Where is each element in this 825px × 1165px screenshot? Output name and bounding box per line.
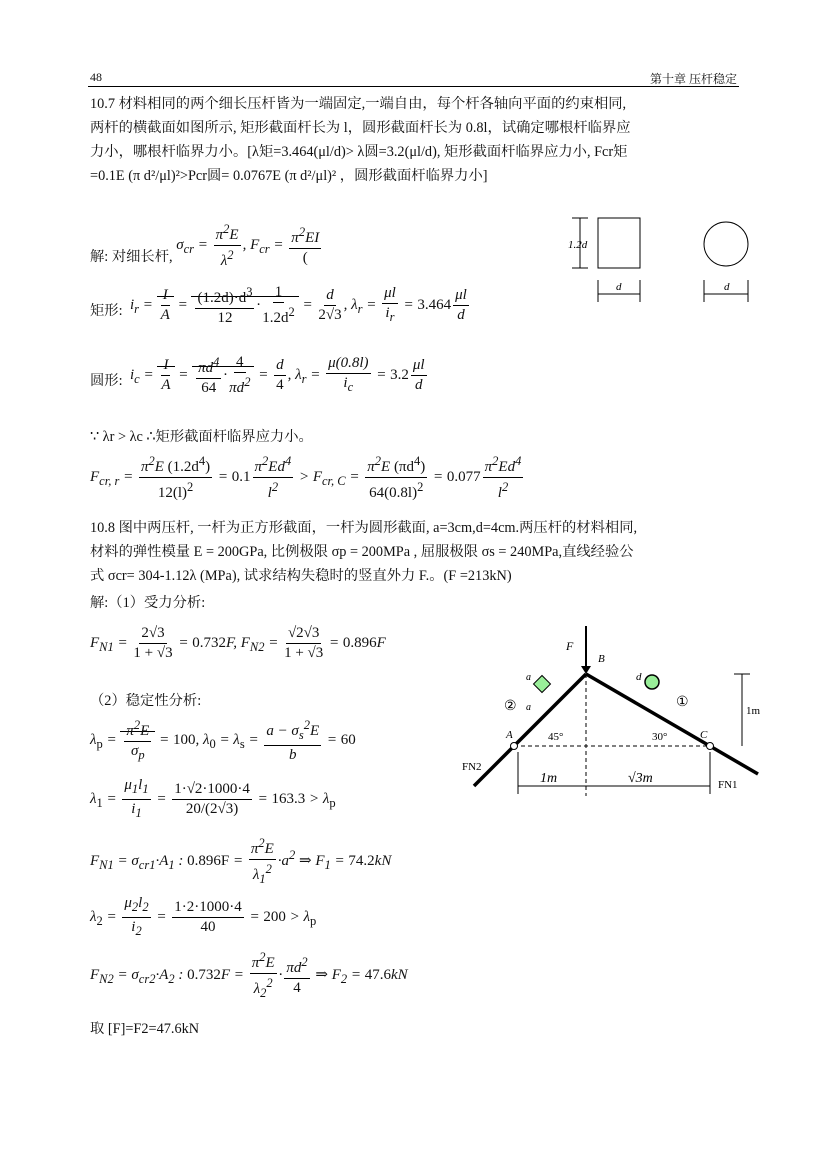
problem-line: 10.8 图中两压杆, 一杆为正方形截面，一杆为圆形截面, a=3cm,d=4cm.两压杆的材料相同, xyxy=(90,520,638,536)
force-1-eq: $F_{N1} = \sigma_{cr1}\cdot A_1$ : 0.896F = $\frac{\pi^2E}{\lambda_1^2}$ $\cdot a^2$ ⇒ $F_1 = 74.2kN$ xyxy=(90,836,392,886)
rect-section xyxy=(598,218,640,268)
solution-intro-label: 解: 对细长杆, xyxy=(90,248,173,265)
lambda-1-eq: $\lambda_1$ = $\frac{\mu_1l_1}{i_1}$ = $\frac{1\cdot√2\cdot 1000\cdot 4}{20/(2√3)}$ = $163.3 > \lambda_p$ xyxy=(90,777,336,820)
angle-30: 30° xyxy=(652,731,668,743)
point-a: A xyxy=(506,729,513,741)
fn1-label: FN1 xyxy=(718,779,738,791)
point-c: C xyxy=(700,729,708,741)
svg-text:d: d xyxy=(636,671,642,683)
bar-2 xyxy=(474,674,586,786)
truss-figure xyxy=(462,622,762,802)
circle-section xyxy=(704,222,748,266)
force-compare: $F_{cr, r}$ = $\frac{\pi^2E (1.2d^4)}{12(l)^2}$ = 0.1 $\frac{\pi^2Ed^4}{l^2}$ > $F_{cr, C}$ = $\frac{\pi^2E (\pi d^4)}{64(0.8l)^2}$ = 0.077 $\frac{\pi^2Ed^4}{l^2}$ xyxy=(90,454,522,501)
height-label: 1.2d xyxy=(568,239,588,251)
circle-section-icon xyxy=(645,675,659,689)
lambda-2-eq: $\lambda_2$ = $\frac{\mu_2l_2}{i_2}$ = $\frac{1\cdot 2\cdot 1000\cdot 4}{40}$ = $200 > \lambda_p$ xyxy=(90,895,317,938)
rect-label: 矩形: xyxy=(90,303,123,319)
bar-2-label: ② xyxy=(504,699,517,714)
problem-10-8 xyxy=(90,516,740,588)
page-number: 48 xyxy=(90,70,102,84)
rect-width-label: d xyxy=(616,281,622,293)
problem-line: 10.7 材料相同的两个细长压杆皆为一端固定,一端自由，每个杆各轴向平面的约束相同, xyxy=(90,96,627,112)
solution-step-2: （2）稳定性分析: xyxy=(90,693,202,709)
circ-equation: $i_c$ = $\frac{I}{A}$ = $\frac{\pi d^4}{64}$ · $\frac{4}{\pi d^2}$ = $\frac{d}{4}$ , $\lambda_r$ = $\frac{\mu(0.8l)}{i_c}$ = 3.2 $\frac{\mu l}{d}$ xyxy=(130,354,425,396)
final-answer: 取 [F]=F2=47.6kN xyxy=(90,1021,200,1037)
problem-line: 材料的弹性模量 E = 200GPa, 比例极限 σp = 200MPa , 屈服极限 σs = 240MPa,直线经验公 xyxy=(90,544,634,560)
bar-1 xyxy=(586,674,758,774)
circle-width-label: d xyxy=(724,281,730,293)
chapter-title: 第十章 压杆稳定 xyxy=(649,72,737,86)
bar-1-label: ① xyxy=(676,695,689,710)
solution-step-1: 解:（1）受力分析: xyxy=(90,595,206,611)
height-label: 1m xyxy=(746,705,761,717)
rect-equation: $i_r$ = $\frac{I}{A}$ = $\frac{(1.2d)\cdot d^3}{12}$ · $\frac{1}{1.2d^2}$ = $\frac{d}{2√3}$ , $\lambda_r$ = $\frac{\mu l}{i_r}$ = 3.464 $\frac{\mu l}{d}$ xyxy=(130,284,467,326)
circ-label: 圆形: xyxy=(90,373,123,389)
svg-text:a: a xyxy=(526,672,531,683)
angle-45: 45° xyxy=(548,731,564,743)
conclusion: ∵ λr > λc ∴矩形截面杆临界应力小。 xyxy=(90,429,313,445)
axial-force-eq: $F_{N1}$ = $\frac{2√3}{1 + √3}$ = 0.732F, $F_{N2}$ = $\frac{√2√3}{1 + √3}$ = 0.896F xyxy=(90,625,386,661)
svg-text:a: a xyxy=(526,702,531,713)
len-1: 1m xyxy=(540,771,558,786)
solution-intro xyxy=(90,222,323,283)
force-label: F xyxy=(566,639,574,653)
square-section-icon xyxy=(534,676,551,693)
problem-10-7 xyxy=(90,92,740,188)
problem-line: 式 σcr= 304-1.12λ (MPa), 试求结构失稳时的竖直外力 F.。(F =213kN) xyxy=(90,568,512,584)
euler-formula: $\sigma_{cr}$ = $\frac{\pi^2E}{\lambda^2}$ , $F_{cr}$ = $\frac{\pi^2EI}{(}$ xyxy=(176,222,320,269)
lambda-p-eq: $\lambda_p$ = $\frac{\pi^2E}{\sigma_p}$ = 100, $\lambda_0 = \lambda_s$ = $\frac{a - \sigma_s^2E}{b}$ = 60 xyxy=(90,718,356,763)
len-2: √3m xyxy=(628,771,653,786)
problem-line: 两杆的横截面如图所示, 矩形截面杆长为 l，圆形截面杆长为 0.8l，试确定哪根杆临界应 xyxy=(90,120,631,136)
point-b: B xyxy=(598,653,605,665)
problem-line: =0.1E (π d²/μl)²>Pcr圆= 0.0767E (π d²/μl)² ，圆形截面杆临界力小] xyxy=(90,168,488,184)
force-2-eq: $F_{N2} = \sigma_{cr2}\cdot A_2$ : 0.732F = $\frac{\pi^2E}{\lambda_2^2}$ · $\frac{\pi d^2}{4}$ ⇒ $F_2 = 47.6kN$ xyxy=(90,950,408,1000)
fn2-label: FN2 xyxy=(462,761,482,773)
header-rule xyxy=(88,86,739,87)
problem-line: 力小，哪根杆临界力小。[λ矩=3.464(μl/d)> λ圆=3.2(μl/d), 矩形截面杆临界应力小, Fcr矩 xyxy=(90,144,628,160)
section-figures xyxy=(560,210,760,310)
